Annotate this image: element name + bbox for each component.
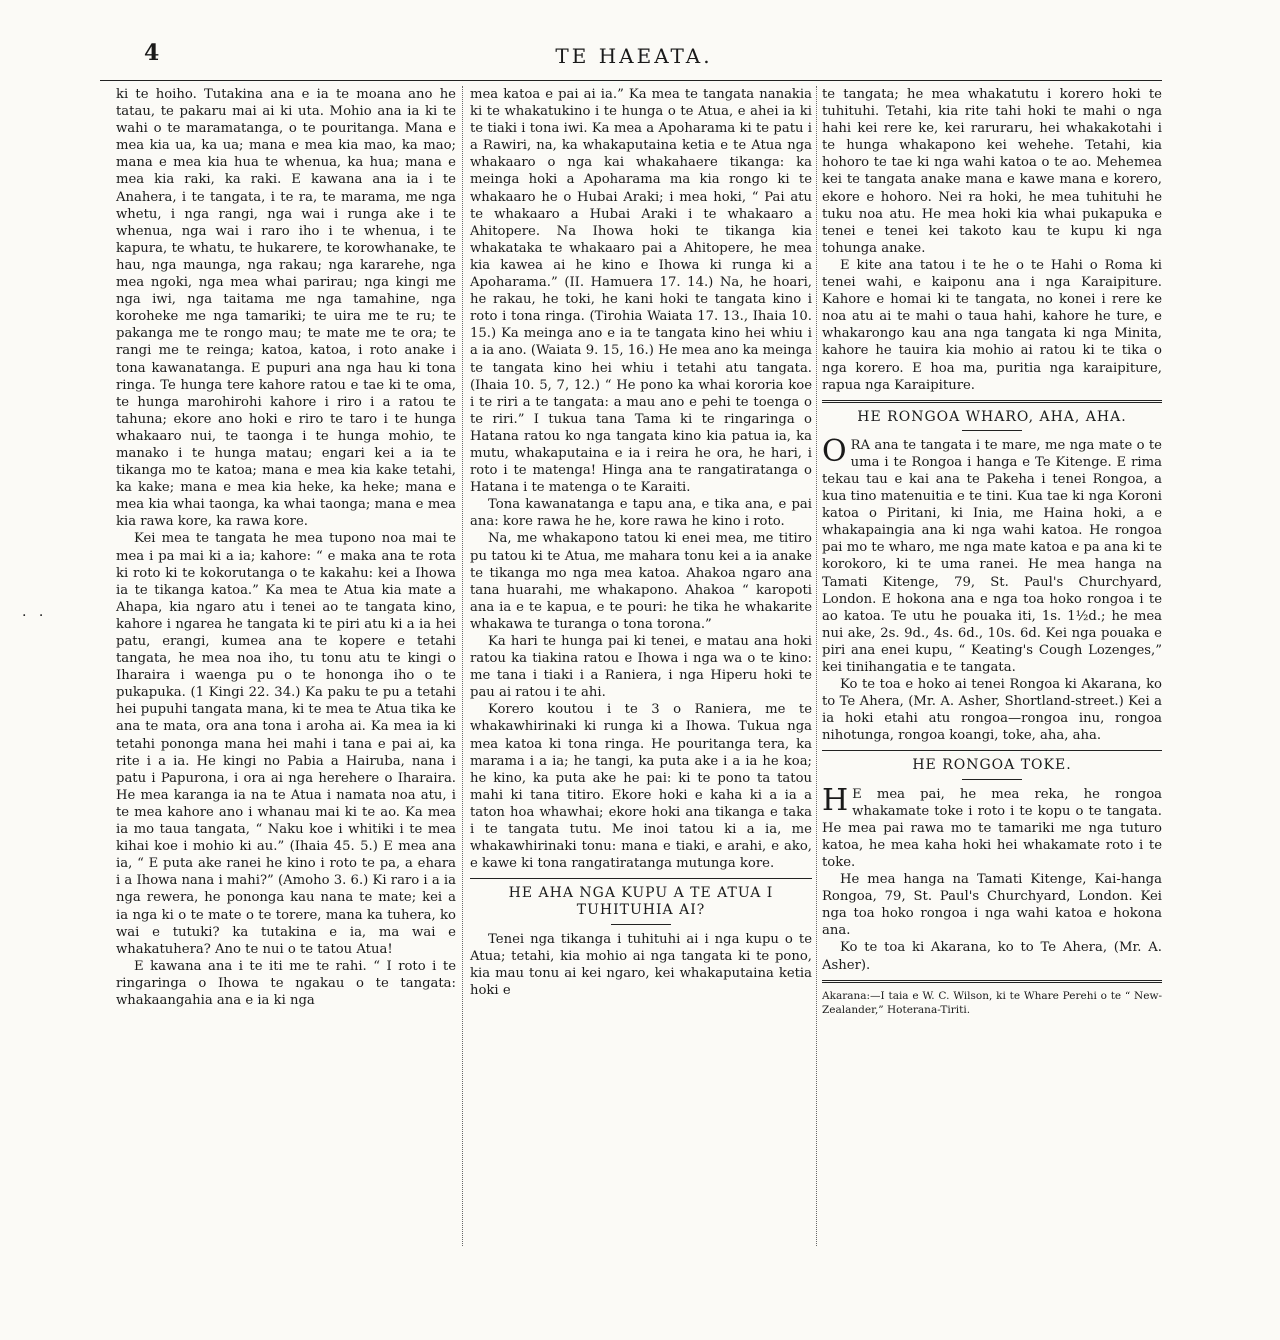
page-number: 4 — [144, 40, 160, 66]
paragraph: ki te hoiho. Tutakina ana e ia te moana ano he tatau, te pakaru mai ai ki uta. Mohio ana ia ki te wahi o te maramatanga, o te pouritanga. Mana e mea kia ua, ka ua; mana e mea kia mao, ka mao; mana e mea kia hua te whenua, ka hua; mana e mea kia raki, ka raki. E kawana ana ia i te Anahera, i te tangata, i te ra, te marama, me nga whetu, i nga rangi, nga wai i runga ake i te whenua, nga wai i raro iho i te whenua, i te kapura, te whatu, te hukarere, te korowhanake, te hau, nga maunga, nga rakau; nga kararehe, nga mea ngoki, nga mea whai parirau; nga kingi me nga iwi, nga taitama me nga tamahine, nga koroheke me nga tamariki; te uira me te ru; te pakanga me te rongo mau; te mate me te ora; te rangi me te reinga; katoa, katoa, i roto anake i tona kawanatanga. E pupuri ana nga hau ki tona ringa. Te hunga tere kahore ratou e tae ki te oma, te hunga marohirohi kahore i riro i a ratou te tahuna; ekore ano hoki e riro te taro i te hunga whakaaro nui, te taonga i te hunga mohio, te manako i te hunga matau; engari kei a ia te tikanga mo te katoa; mana e mea kia kake tetahi, ka kake; mana e mea kia heke, ka heke; mana e mea kia whai taonga, ka whai taonga; mana e mea kia rawa kore, ka rawa kore. — [116, 87, 456, 530]
margin-dots: . . — [22, 604, 48, 620]
paragraph: Na, me whakapono tatou ki enei mea, me titiro pu tatou ki te Atua, me mahara tonu kei a ia anake te tikanga mo nga mea katoa. Ahakoa ngaro ana tana huarahi, me whakapono. Ahakoa “ karopoti ana ia e te kapua, e te pouri: he tika he whakarite whakawa te turanga o tona torona.” — [470, 531, 812, 632]
paragraph: He mea hanga na Tamati Kitenge, Kai-hanga Rongoa, 79, St. Paul's Churchyard, London. Kei nga toa hoko rongoa i nga wahi katoa e hokona ana. — [822, 872, 1162, 939]
drop-cap: O — [822, 433, 847, 469]
paragraph: Korero koutou i te 3 o Raniera, me te whakawhirinaki ki runga ki a Ihowa. Tukua nga mea katoa ki tona ringa. He pouritanga tera, ka marama i a ia; he tangi, ka puta ake i a ia he koa; he kino, ka puta ake he pai: ki te pono ta tatou mahi ki tana titiro. Ekore hoki e kaha ki a ia a taton hoa whawhai; ekore hoki ana tikanga e taka i te tangata tutu. Me inoi tatou ki a ia, me whakawhirinaki tonu: mana e tiaki, e arahi, e ako, e kawe ki tona rangatiratanga mutunga kore. — [470, 702, 812, 872]
heading-underline — [611, 924, 671, 925]
advert-heading: HE RONGOA WHARO, AHA, AHA. — [857, 408, 1127, 425]
column-1 — [116, 86, 456, 1009]
paragraph: E kawana ana i te iti me te rahi. “ I roto i te ringaringa o Ihowa te ngakau o te tangata: whakaangahia ana e ia ki nga — [116, 958, 456, 1008]
section-rule — [470, 878, 812, 879]
masthead-title: TE HAEATA. — [555, 44, 713, 68]
column-3 — [822, 86, 1162, 1017]
section-heading: HE AHA NGA KUPU A TE ATUA I TUHITUHIA AI? — [508, 885, 774, 919]
heading-underline — [962, 779, 1022, 780]
section-rule — [822, 750, 1162, 751]
column-divider — [462, 86, 463, 1246]
paragraph: Ko te toa e hoko ai tenei Rongoa ki Akarana, ko to Te Ahera, (Mr. A. Asher, Shortland-street.) Kei a ia hoki etahi atu rongoa—rongoa inu, rongoa nihotunga, rongoa koangi, toke, aha, aha. — [822, 677, 1162, 744]
paragraph: Ko te toa ki Akarana, ko to Te Ahera, (Mr. A. Asher). — [822, 940, 1162, 973]
paragraph: Kei mea te tangata he mea tupono noa mai te mea i pa mai ki a ia; kahore: “ e maka ana te rota ki roto ki te kokorutanga o te kakahu: kei a Ihowa ia te tikanga katoa.” Ka mea te Atua kia mate a Ahapa, kia ngaro atu i tenei ao te tangata kino, kahore i ngarea he tangata ki te piri atu ki a ia hei patu, erangi, kumea ana te kopere e tetahi tangata, he mea noa iho, tu tonu atu te kingi o Iharaira i waenga pu o te hononga iho o te pukapuka. (1 Kingi 22. 34.) Ka paku te pu a tetahi hei pupuhi tangata mana, ki te mea te Atua tika ke ana te mata, ora ana tona i aroha ai. Ka mea ia ki tetahi pononga mana hei mahi i tana e pai ai, ka rite i a ia. He kingi no Pabia a Hairuba, nana i patu i Papurona, i ora ai nga herehere o Iharaira. He mea karanga ia na te Atua i namata noa atu, i te mea kahore ano i whanau mai ki te ao. Ka mea ia mo taua tangata, “ Naku koe i whitiki i te mea kihai koe i mohio ki au.” (Ihaia 45. 5.) E mea ana ia, “ E puta ake ranei he kino i roto te pa, a ehara i a Ihowa nana i mahi?” (Amoho 3. 6.) Ki raro i a ia nga rewera, he pononga kau nana te mate; kei a ia nga ki o te mate o te torere, mana ka tuhera, ko wai e tutuki? ka tutakina e ia, ma wai e whakatuhera? Ano te nui o te tatou Atua! — [116, 531, 456, 957]
paragraph: Ka hari te hunga pai ki tenei, e matau ana hoki ratou ka tiakina ratou e Ihowa i nga wa o te kino: me tana i tiaki i a Raniera, i nga Hiperu hoki te pau ai ratou i te ahi. — [470, 634, 812, 701]
advert-paragraph — [822, 782, 1162, 871]
drop-cap: H — [822, 782, 849, 818]
paragraph: E kite ana tatou i te he o te Hahi o Roma ki tenei wahi, e kaiponu ana i nga Karaipiture. Kahore e homai ki te tangata, no konei i rere ke noa atu ai te mahi o taua hahi, kahore he ture, e whakarongo kau ana nga tangata ki nga Minita, kahore he tauira kia mohio ai ratou ki te tika o nga korero. E hoa ma, puritia nga karaipiture, rapua nga Karaipiture. — [822, 257, 1162, 393]
advert-heading: HE RONGOA TOKE. — [912, 757, 1072, 774]
paragraph: mea katoa e pai ai ia.” Ka mea te tangata nanakia ki te whakatukino i te hunga o te Atua, e ahei ia ki te tiaki i tona iwi. Ka mea a Apoharama ki te patu i a Rawiri, na, ka whakaputaina ketia e te Atua nga whakaaro o nga kai whakahaere tikanga: ka meinga hoki a Apoharama ma kia rongo ki te whakaaro he o Hubai Araki; i mea hoki, “ Pai atu te whakaaro a Hubai Araki i te whakaaro a Ahitopere. Na Ihowa hoki te tikanga kia whakataka te whakaaro pai a Ahitopere, he mea kia kawea ai he kino e Ihowa ki runga ki a Apoharama.” (II. Hamuera 17. 14.) Na, he hoari, he rakau, he toki, he kani hoki te tangata kino i roto i tona ringa. (Tirohia Waiata 17. 13., Ihaia 10. 15.) Ka meinga ano e ia te tangata kino hei whiu i a ia ano. (Waiata 9. 15, 16.) He mea ano ka meinga te tangata kino hei whiu i tetahi atu tangata. (Ihaia 10. 5, 7, 12.) “ He pono ka whai kororia koe i te riri a te tangata: a mau ano e pehi te toenga o te riri.” I tukua tana Tama ki te ringaringa o Hatana ratou ko nga tangata kino kia patua ia, ka mutu, whakaputaina e ia i reira he ora, he hari, i roto i te matenga! Hinga ana te rangatiratanga o Hatana i te matenga o te Karaiti. — [470, 87, 812, 496]
column-2 — [470, 86, 812, 999]
printer-imprint: Akarana:—I taia e W. C. Wilson, ki te Whare Perehi o te “ New-Zealander,” Hoterana-Tiriti. — [822, 989, 1162, 1016]
advert-text: E mea pai, he mea reka, he rongoa whakamate toke i roto i te kopu o te tangata. He mea pai rawa mo te tamariki me nga tuturo katoa, he mea kaha hoki hei whakamate roto i te toke. — [822, 786, 1162, 870]
paragraph: Tona kawanatanga e tapu ana, e tika ana, e pai ana: kore rawa he he, kore rawa he kino i roto. — [470, 497, 812, 530]
section-rule — [822, 400, 1162, 403]
paragraph: te tangata; he mea whakatutu i korero hoki te tuhituhi. Tetahi, kia rite tahi hoki te mahi o nga hahi kei rere ke, kei raruraru, hei whakakotahi i te hunga whakapono kei wehehe. Tetahi, kia hohoro te tae ki nga wahi katoa o te ao. Mehemea kei te tangata anake mana e kawe mana e korero, ekore e hohoro. Nei ra hoki, he mea tuhituhi he tuku noa atu. He mea hoki kia whai pukapuka e tenei e tenei kei takoto kau te kupu ki nga tohunga anake. — [822, 87, 1162, 256]
advert-text: RA ana te tangata i te mare, me nga mate o te uma i te Rongoa i hanga e Te Kitenge. E rima tekau tau e kai ana te Pakeha i tenei Rongoa, a kua tino matenuitia e te tini. Kua tae ki nga Koroni katoa o Piritani, ki Inia, me Haina hoki, a e whakapaingia ana ki nga wahi katoa. He rongoa pai mo te wharo, me nga mate katoa e pa ana ki te korokoro, ki te uma ranei. He mea hanga na Tamati Kitenge, 79, St. Paul's Churchyard, London. E hokona ana e nga toa hoko rongoa i te ao katoa. Te utu he pouaka iti, 1s. 1½d.; he mea nui ake, 2s. 9d., 4s. 6d., 10s. 6d. Kei nga pouaka e piri ana enei kupu, “ Keating's Cough Lozenges,” kei tinihangatia e te tangata. — [822, 437, 1162, 675]
paragraph: Tenei nga tikanga i tuhituhi ai i nga kupu o te Atua; tetahi, kia mohio ai nga tangata ki te pono, kia mau tonu ai kei ngaro, kei whakaputaina ketia hoki e — [470, 931, 812, 998]
section-rule — [822, 980, 1162, 983]
advert-paragraph — [822, 433, 1162, 676]
page-header — [96, 36, 1172, 76]
heading-underline — [962, 430, 1022, 431]
column-divider — [816, 86, 817, 1246]
header-rule — [100, 80, 1162, 81]
